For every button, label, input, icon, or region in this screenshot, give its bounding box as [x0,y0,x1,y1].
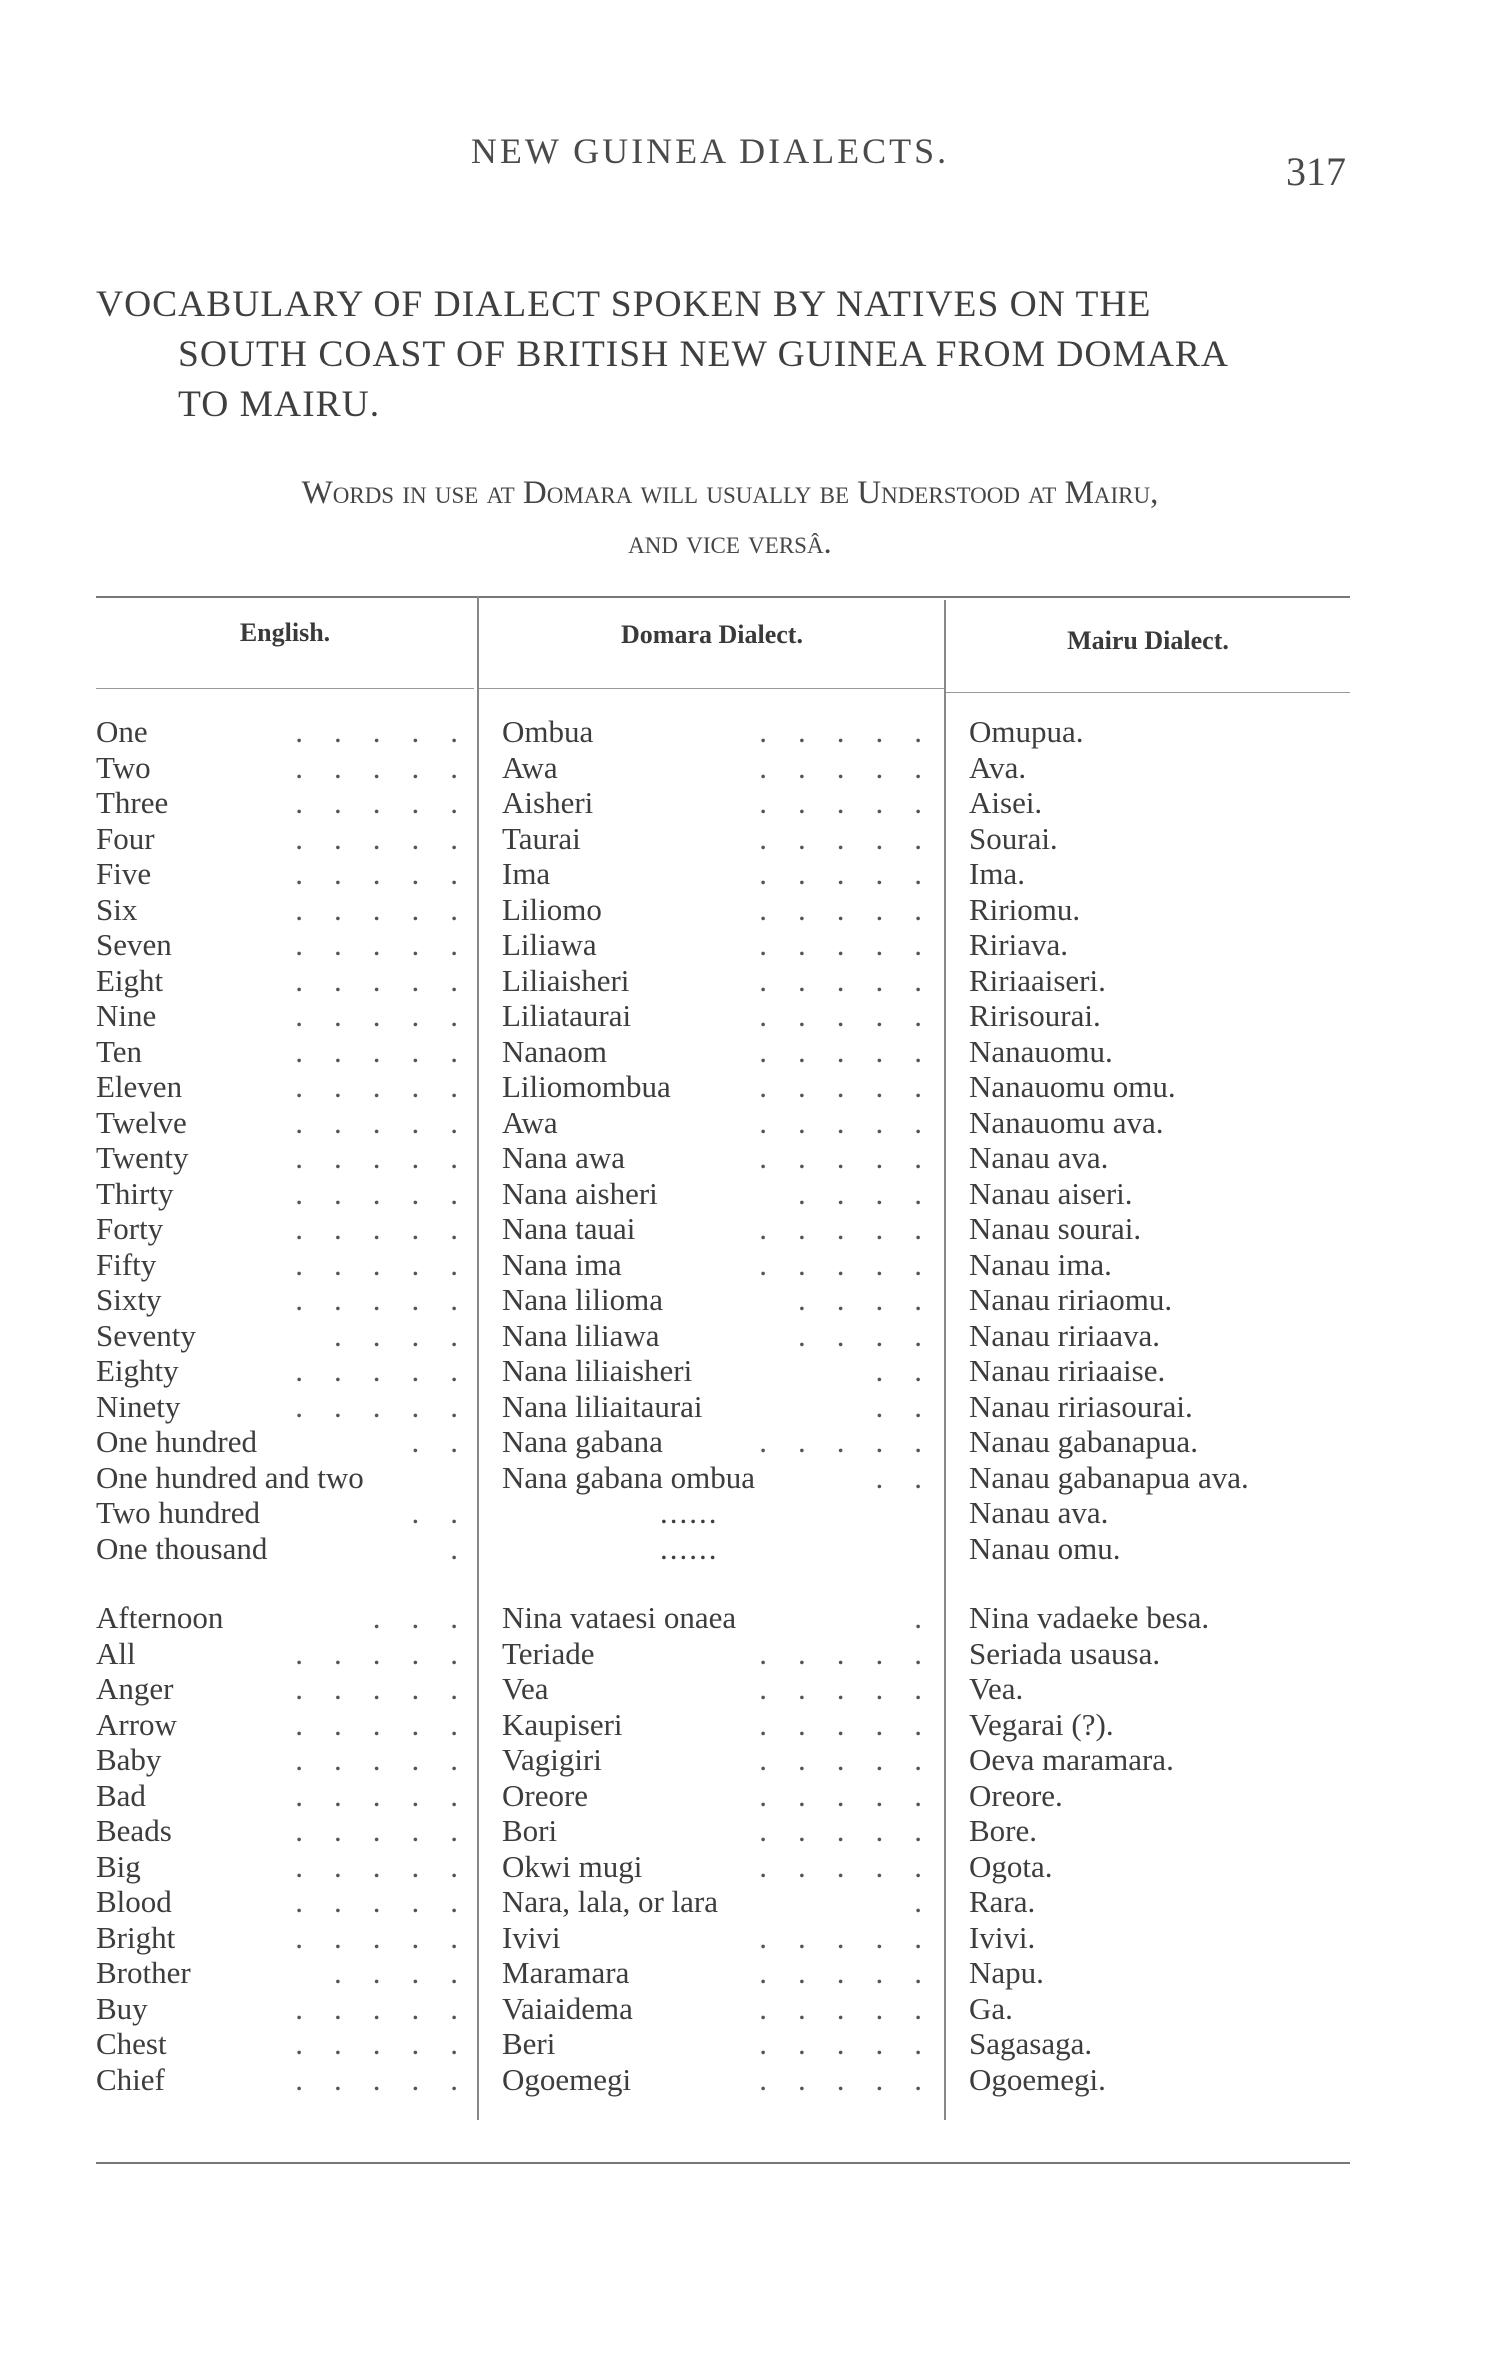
leader-dots: . . . . . [295,749,458,785]
leader-dots: . . [875,1388,922,1424]
domara-word: Teriade [502,1635,595,1671]
mairu-word: Nanauomu. [969,1033,1113,1069]
domara-word: Oreore [502,1777,589,1813]
leader-dots: . . . . . [295,1353,458,1388]
leader-dots: . . . . . [759,1742,922,1777]
leader-dots: . . . . . [759,1104,922,1140]
leader-dots: . . . . . [295,2061,458,2097]
table-row [0,750,1508,786]
mairu-word: Ririava. [969,927,1068,962]
mairu-word: Vegarai (?). [969,1706,1114,1742]
leader-dots: . . . . . [759,1990,922,2026]
mairu-word: Ogoemegi. [969,2061,1106,2097]
mairu-word: Ogota. [969,1848,1053,1884]
leader-dots: . . . . . [759,785,922,820]
mairu-word: Aisei. [969,785,1043,820]
domara-word: Maramara [502,1955,630,1990]
mairu-word: Nanau sourai. [969,1211,1142,1246]
english-word: Beads [96,1813,172,1848]
domara-word: Nana liliaisheri [502,1353,693,1388]
english-word: Baby [96,1742,162,1777]
leader-dots: . [450,1530,458,1566]
leader-dots: . . . . . [295,1742,458,1777]
domara-word: Vagigiri [502,1742,602,1777]
leader-dots: . . . . . [295,962,458,998]
leader-dots: . . . . . [759,927,922,962]
leader-dots: . . . . . [759,856,922,891]
english-word: Nine [96,998,157,1033]
domara-word: Nana gabana ombua [502,1459,756,1495]
leader-dots: . . . . . [759,891,922,927]
mairu-word: Bore. [969,1813,1038,1848]
domara-word: Nana aisheri [502,1175,658,1211]
leader-dots: . . . . . [759,1706,922,1742]
english-word: Twenty [96,1140,189,1175]
leader-dots: . . . . . [295,1848,458,1884]
english-word: Ninety [96,1388,181,1424]
leader-dots: . . . . . [295,1919,458,1955]
english-word: One hundred and two [96,1459,364,1495]
domara-word: Nanaom [502,1033,608,1069]
mairu-word: Ava. [969,749,1027,785]
leader-dots: . . . . . [759,749,922,785]
leader-dots: . . . . . [295,1884,458,1919]
leader-dots: . . . . . [759,1246,922,1282]
domara-word: ...... [660,1530,719,1566]
leader-dots: . . . . . [295,1069,458,1104]
mairu-word: Rara. [969,1884,1036,1919]
domara-word: Nana ima [502,1246,622,1282]
leader-dots: . . . . . [295,1140,458,1175]
table-row [0,1707,1508,1743]
domara-word: Kaupiseri [502,1706,623,1742]
leader-dots: . . . . . [295,785,458,820]
mairu-word: Ririomu. [969,891,1081,927]
english-word: Three [96,785,169,820]
domara-word: Nara, lala, or lara [502,1884,719,1919]
mairu-word: Ivivi. [969,1919,1036,1955]
leader-dots: . . . . . [295,1246,458,1282]
domara-word: Nana gabana [502,1424,663,1459]
table-row [0,785,1508,821]
domara-word: Ogoemegi [502,2061,632,2097]
english-word: Bad [96,1777,146,1813]
leader-dots: . . . . . [295,1175,458,1211]
leader-dots: . . . . . [295,927,458,962]
table-row [0,1742,1508,1778]
table-row [0,1955,1508,1991]
leader-dots: . . . . . [759,1848,922,1884]
domara-word: Bori [502,1813,558,1848]
table-row [0,892,1508,928]
leader-dots: . . . . . [295,2026,458,2061]
table-row [0,1424,1508,1460]
english-word: Anger [96,1671,174,1706]
english-word: Five [96,856,152,891]
leader-dots: . . . . . [759,962,922,998]
english-word: Thirty [96,1175,174,1211]
domara-word: Nana lilioma [502,1282,663,1317]
mairu-word: Ima. [969,856,1025,891]
leader-dots: . . . . . [759,2026,922,2061]
column-header-domara: Domara Dialect. [621,620,803,649]
domara-word: Nana tauai [502,1211,636,1246]
mairu-word: Sourai. [969,820,1058,856]
domara-word: Aisheri [502,785,594,820]
table-row [0,1849,1508,1885]
table-row [0,1318,1508,1354]
leader-dots: . . . . . [295,1033,458,1069]
english-word: Bright [96,1919,176,1955]
domara-word: Ivivi [502,1919,561,1955]
english-word: Two [96,749,151,785]
leader-dots: . . . . . [295,1813,458,1848]
table-row [0,1211,1508,1247]
english-word: One hundred [96,1424,257,1459]
english-word: Buy [96,1990,148,2026]
english-word: Fifty [96,1246,157,1282]
english-word: Eight [96,962,164,998]
mairu-word: Nanau ririaaise. [969,1353,1166,1388]
leader-dots: . . . . . [759,1211,922,1246]
mairu-word: Nanau ririaomu. [969,1282,1173,1317]
table-row [0,1389,1508,1425]
english-word: Eighty [96,1353,179,1388]
leader-dots: . . . . . [295,1104,458,1140]
mairu-word: Nanau gabanapua ava. [969,1459,1249,1495]
leader-dots: . [914,1884,922,1919]
table-row [0,998,1508,1034]
table-row [0,1671,1508,1707]
mairu-word: Ririsourai. [969,998,1101,1033]
table-row [0,821,1508,857]
leader-dots: . . . . . [759,1033,922,1069]
leader-dots: . . [411,1495,458,1530]
domara-word: Okwi mugi [502,1848,643,1884]
leader-dots: . . . . . [759,1671,922,1706]
title-line-2: SOUTH COAST OF BRITISH NEW GUINEA FROM DOMARA [178,334,1229,375]
table-row [0,1105,1508,1141]
table-row [0,1531,1508,1567]
table-row [0,1176,1508,1212]
leader-dots: . . . . . [295,856,458,891]
title-line-3: TO MAIRU. [178,384,381,425]
subtitle-line-1: Words in use at Domara will usually be Understood at Mairu, [301,475,1159,511]
domara-word: Liliawa [502,927,597,962]
table-row [0,927,1508,963]
mairu-word: Omupua. [969,714,1084,749]
domara-word: Ombua [502,714,594,749]
leader-dots: . . . . . [759,1140,922,1175]
table-row [0,1140,1508,1176]
english-word: Arrow [96,1706,177,1742]
leader-dots: . . . . . [295,1990,458,2026]
english-word: Twelve [96,1104,187,1140]
english-word: Ten [96,1033,143,1069]
english-word: All [96,1635,136,1671]
table-row [0,1282,1508,1318]
leader-dots: . . . . . [759,1919,922,1955]
leader-dots: . . . . . [295,714,458,749]
table-row [0,963,1508,999]
english-word: Seven [96,927,172,962]
column-header-english: English. [239,618,331,647]
leader-dots: . . . . . [295,820,458,856]
leader-dots: . . . . . [295,1282,458,1317]
english-word: Four [96,820,155,856]
domara-word: Nana liliawa [502,1317,660,1353]
table-row [0,1778,1508,1814]
english-word: Afternoon [96,1600,224,1635]
table-row [0,1247,1508,1283]
leader-dots: . . [875,1459,922,1495]
leader-dots: . . [875,1353,922,1388]
page-number: 317 [1286,149,1346,194]
leader-dots: . . . . . [759,820,922,856]
mairu-word: Nina vadaeke besa. [969,1600,1210,1635]
table-row [0,856,1508,892]
mairu-word: Oreore. [969,1777,1063,1813]
table-row [0,2026,1508,2062]
leader-dots: . . . . . [295,1706,458,1742]
table-row [0,1884,1508,1920]
domara-word: Nana awa [502,1140,626,1175]
domara-word: Liliataurai [502,998,632,1033]
domara-word: Awa [502,749,558,785]
mairu-word: Nanauomu ava. [969,1104,1164,1140]
leader-dots: . . . . . [295,1671,458,1706]
mairu-word: Vea. [969,1671,1024,1706]
domara-word: Liliomo [502,891,602,927]
table-row [0,2062,1508,2098]
leader-dots: . . . [372,1600,458,1635]
table-row [0,1636,1508,1672]
title-line-1: VOCABULARY OF DIALECT SPOKEN BY NATIVES ON THE [96,284,1152,325]
leader-dots: . . . . . [759,1424,922,1459]
domara-word: ...... [660,1495,719,1530]
table-row [0,1353,1508,1389]
leader-dots: . . . . [798,1317,922,1353]
column-header-mairu: Mairu Dialect. [1067,626,1229,655]
domara-word: Taurai [502,820,581,856]
english-word: Chest [96,2026,167,2061]
leader-dots: . . . . . [759,1635,922,1671]
mairu-word: Nanau omu. [969,1530,1121,1566]
mairu-word: Nanau ima. [969,1246,1112,1282]
table-row [0,1034,1508,1070]
table-row [0,1920,1508,1956]
leader-dots: . [914,1600,922,1635]
leader-dots: . . . . . [295,1388,458,1424]
domara-word: Beri [502,2026,556,2061]
domara-word: Awa [502,1104,558,1140]
domara-word: Liliomombua [502,1069,671,1104]
table-row [0,1069,1508,1105]
leader-dots: . . . . [798,1282,922,1317]
mairu-word: Oeva maramara. [969,1742,1174,1777]
mairu-word: Ririaaiseri. [969,962,1106,998]
leader-dots: . . . . . [295,891,458,927]
subtitle-line-2: and vice versâ. [628,525,832,561]
table-row [0,714,1508,750]
mairu-word: Nanauomu omu. [969,1069,1176,1104]
english-word: One thousand [96,1530,268,1566]
english-word: Big [96,1848,141,1884]
mairu-word: Sagasaga. [969,2026,1093,2061]
table-row [0,1460,1508,1496]
table-row [0,1495,1508,1531]
leader-dots: . . . . . [759,998,922,1033]
table-row [0,1991,1508,2027]
english-word: Seventy [96,1317,196,1353]
english-word: Sixty [96,1282,162,1317]
leader-dots: . . . . . [295,998,458,1033]
domara-word: Vea [502,1671,549,1706]
leader-dots: . . . . . [759,2061,922,2097]
leader-dots: . . . . . [759,1069,922,1104]
domara-word: Nana liliaitaurai [502,1388,703,1424]
english-word: Blood [96,1884,172,1919]
domara-word: Liliaisheri [502,962,630,998]
table-row [0,1813,1508,1849]
leader-dots: . . . . . [295,1635,458,1671]
mairu-word: Ga. [969,1990,1013,2026]
mairu-word: Napu. [969,1955,1044,1990]
english-word: Brother [96,1955,191,1990]
leader-dots: . . . . [334,1317,458,1353]
english-word: Forty [96,1211,164,1246]
mairu-word: Nanau ava. [969,1140,1109,1175]
domara-word: Nina vataesi onaea [502,1600,737,1635]
leader-dots: . . . . . [759,714,922,749]
leader-dots: . . . . [334,1955,458,1990]
mairu-word: Nanau ririasourai. [969,1388,1193,1424]
english-word: Two hundred [96,1495,260,1530]
mairu-word: Seriada usausa. [969,1635,1161,1671]
running-head: NEW GUINEA DIALECTS. [470,131,950,171]
english-word: Eleven [96,1069,183,1104]
table-row [0,1600,1508,1636]
english-word: Chief [96,2061,165,2097]
leader-dots: . . . . . [295,1777,458,1813]
english-word: One [96,714,148,749]
domara-word: Ima [502,856,551,891]
leader-dots: . . [411,1424,458,1459]
mairu-word: Nanau ririaava. [969,1317,1161,1353]
leader-dots: . . . . . [759,1955,922,1990]
leader-dots: . . . . . [759,1813,922,1848]
leader-dots: . . . . . [759,1777,922,1813]
leader-dots: . . . . . [295,1211,458,1246]
domara-word: Vaiaidema [502,1990,633,2026]
mairu-word: Nanau gabanapua. [969,1424,1198,1459]
mairu-word: Nanau ava. [969,1495,1109,1530]
leader-dots: . . . . [798,1175,922,1211]
mairu-word: Nanau aiseri. [969,1175,1133,1211]
english-word: Six [96,891,138,927]
